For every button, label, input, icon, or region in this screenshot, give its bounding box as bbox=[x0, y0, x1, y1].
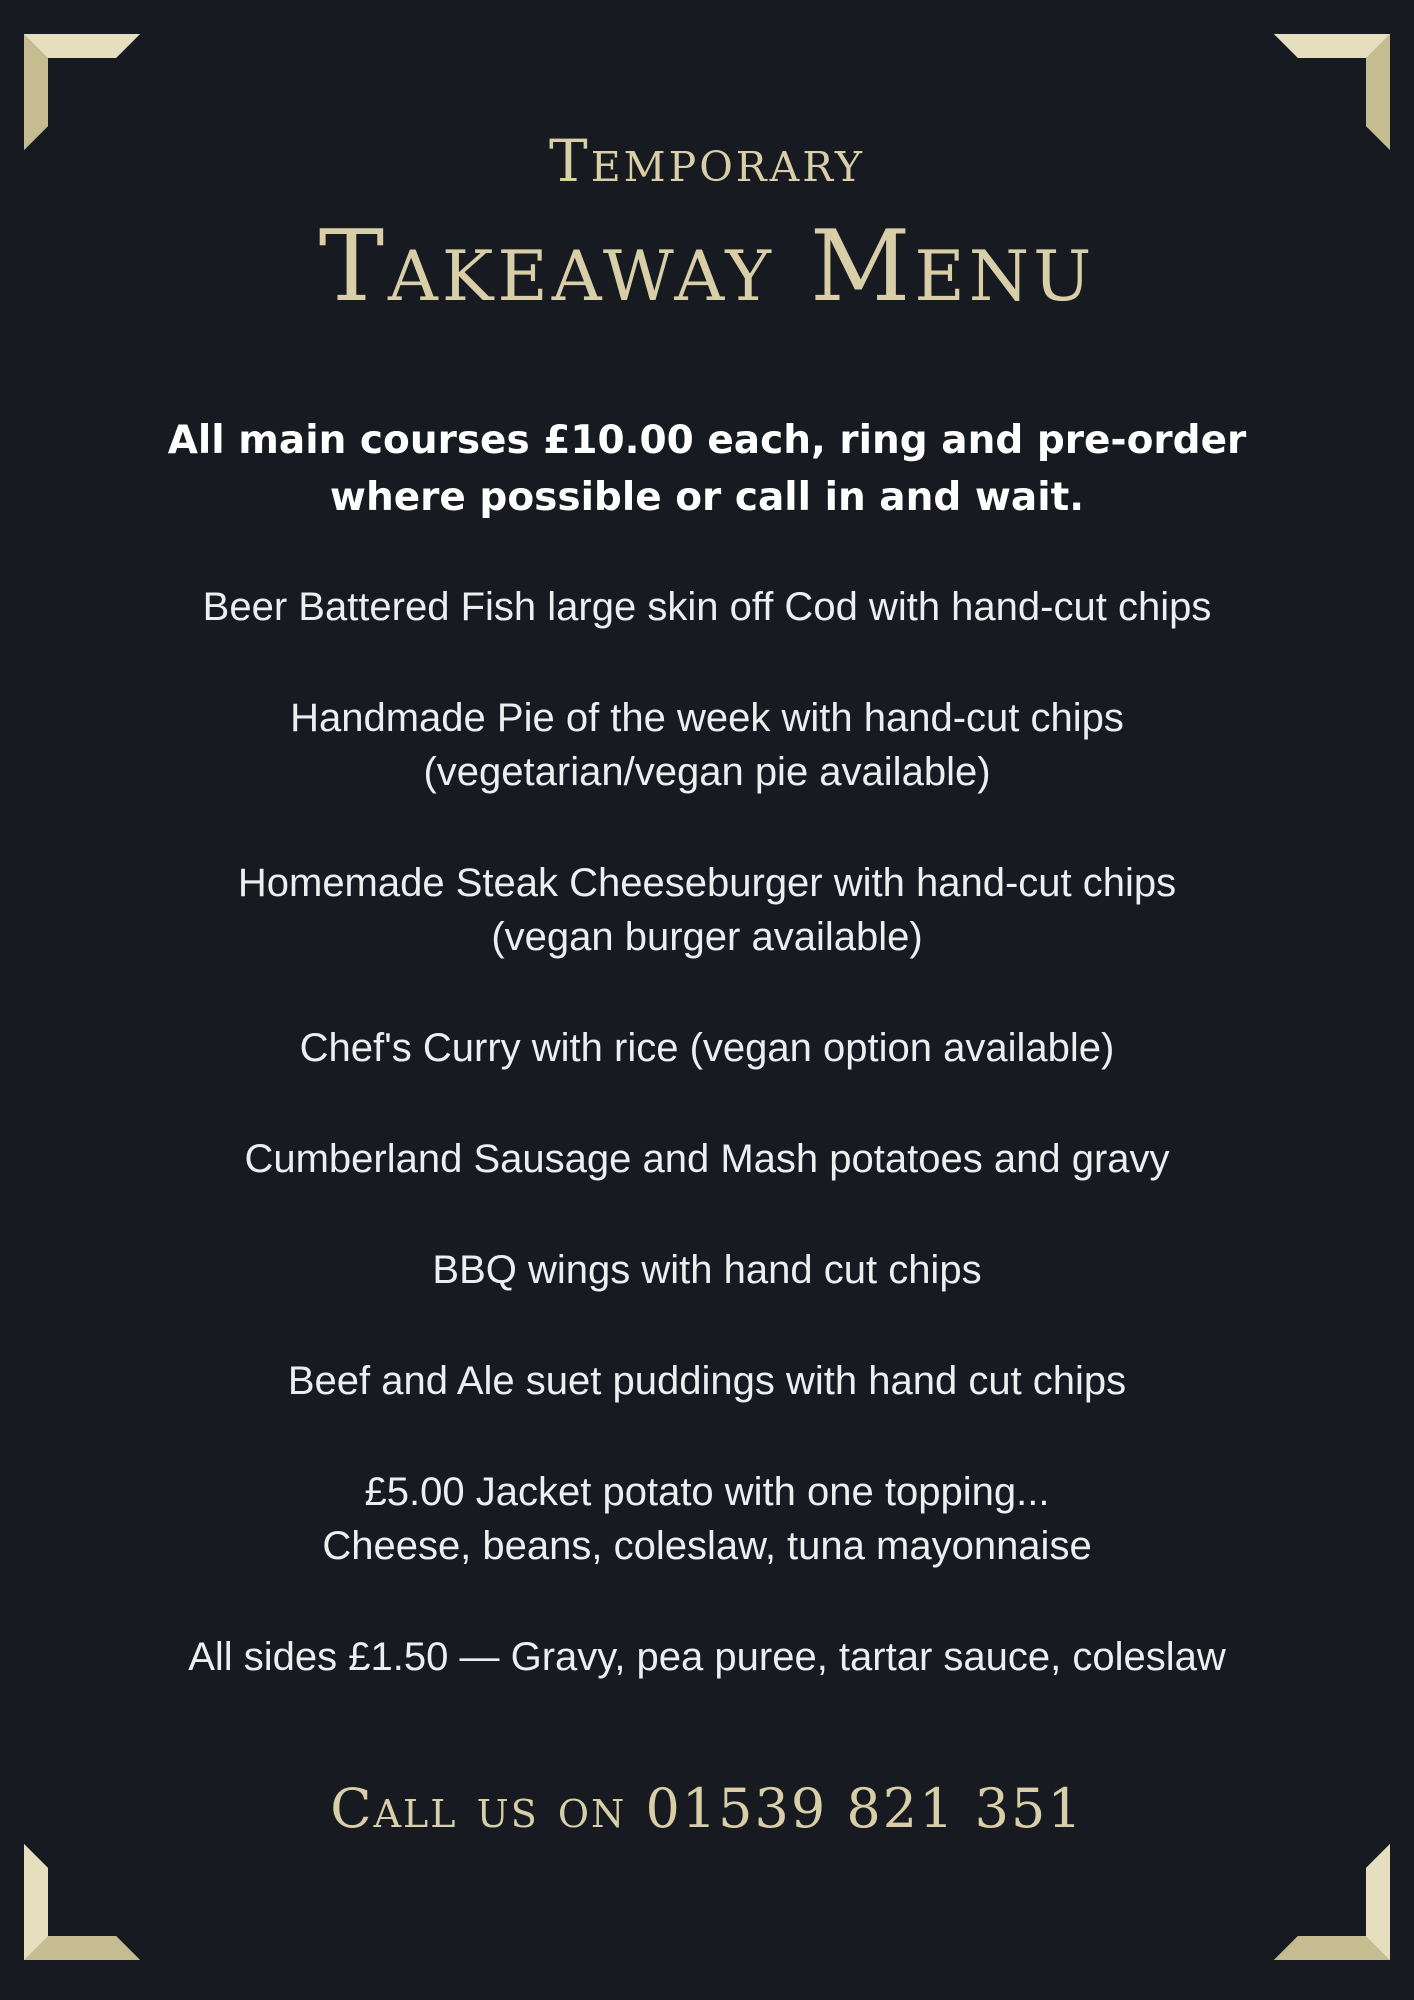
pricing-intro-line-2: where possible or call in and wait. bbox=[329, 475, 1085, 520]
menu-item-sides bbox=[120, 1630, 1294, 1684]
menu-item-line: All sides £1.50 — Gravy, pea puree, tartar sauce, coleslaw bbox=[188, 1635, 1226, 1679]
menu-item-bbq-wings bbox=[120, 1243, 1294, 1297]
menu-item-curry bbox=[120, 1021, 1294, 1075]
menu-item-note: Cheese, beans, coleslaw, tuna mayonnaise bbox=[322, 1524, 1092, 1568]
pricing-intro-line-1: All main courses £10.00 each, ring and pre-order bbox=[167, 418, 1247, 463]
pricing-intro bbox=[150, 412, 1264, 526]
corner-bracket-bottom-left-icon bbox=[24, 1844, 140, 1960]
call-us-phone-number: Call us on 01539 821 351 bbox=[330, 1777, 1084, 1840]
menu-item-suet-puddings bbox=[120, 1354, 1294, 1408]
corner-bracket-bottom-right-icon bbox=[1274, 1844, 1390, 1960]
menu-item-cheeseburger bbox=[120, 856, 1294, 964]
menu-title: Takeaway Menu bbox=[318, 210, 1096, 324]
menu-item-line: £5.00 Jacket potato with one topping... bbox=[364, 1470, 1050, 1514]
menu-item-pie bbox=[120, 691, 1294, 799]
menu-kicker: Temporary bbox=[549, 127, 865, 195]
menu-item-line: Homemade Steak Cheeseburger with hand-cut chips bbox=[237, 861, 1177, 905]
menu-item-sausage-mash bbox=[120, 1132, 1294, 1186]
menu-item-note: (vegetarian/vegan pie available) bbox=[423, 750, 991, 794]
menu-item-line: Handmade Pie of the week with hand-cut chips bbox=[290, 696, 1124, 740]
menu-item-jacket-potato bbox=[120, 1465, 1294, 1573]
menu-item-line: BBQ wings with hand cut chips bbox=[432, 1248, 982, 1292]
menu-item-line: Cumberland Sausage and Mash potatoes and gravy bbox=[244, 1137, 1170, 1181]
menu-item-line: Beer Battered Fish large skin off Cod with hand-cut chips bbox=[202, 585, 1212, 629]
menu-item-note: (vegan burger available) bbox=[491, 915, 923, 959]
menu-item-line: Chef's Curry with rice (vegan option available) bbox=[299, 1026, 1115, 1070]
menu-item-fish bbox=[120, 580, 1294, 634]
menu-items-list bbox=[120, 580, 1294, 1741]
menu-item-line: Beef and Ale suet puddings with hand cut chips bbox=[287, 1359, 1127, 1403]
